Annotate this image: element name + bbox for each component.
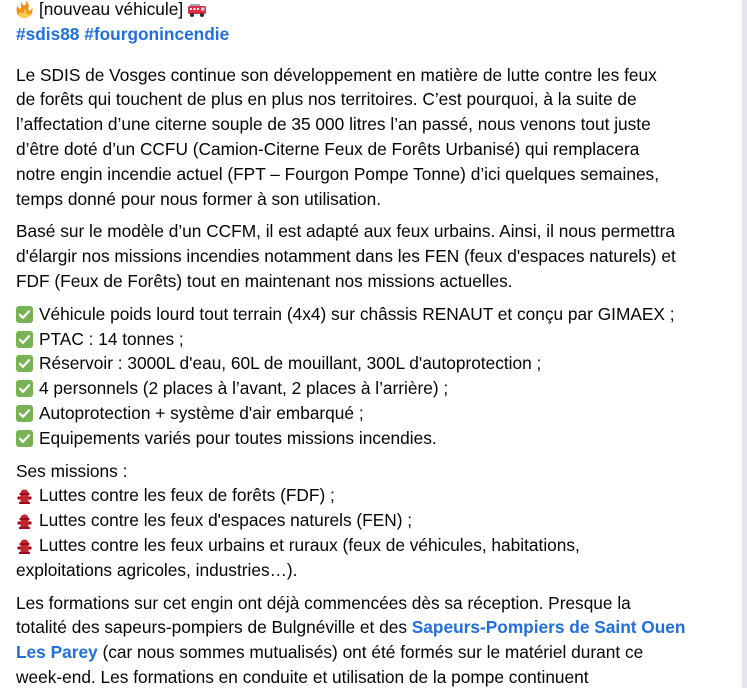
mission-text: Luttes contre les feux d'espaces naturels (FEN) ;	[39, 510, 413, 531]
model-line: Basé sur le modèle d’un CCFM, il est adapté aux feux urbains. Ainsi, il nous permettra	[16, 221, 675, 242]
mission-item	[16, 483, 728, 508]
hashtag-sdis88-link[interactable]: #sdis88	[16, 23, 80, 44]
intro-line: d’être doté d’un CCFU (Camion-Citerne Feux de Forêts Urbanisé) qui remplacera	[16, 138, 640, 159]
fire-hydrant-icon	[16, 537, 33, 554]
fire-engine-emoji-icon	[187, 1, 204, 18]
training-text: (car nous sommes mutualisés) ont été formés sur le matériel durant ce	[97, 642, 644, 663]
features-list	[16, 302, 728, 451]
mission-text: Luttes contre les feux urbains et ruraux (feux de véhicules, habitations,	[39, 534, 580, 555]
feature-text: Autoprotection + système d'air embarqué ;	[39, 402, 364, 423]
feature-item	[16, 401, 728, 426]
feature-text: Equipements variés pour toutes missions incendies.	[39, 427, 437, 448]
check-mark-button-icon	[16, 355, 33, 372]
training-paragraph	[16, 591, 728, 688]
check-mark-button-icon	[16, 380, 33, 397]
check-mark-button-icon	[16, 430, 33, 447]
hashtag-fourgonincendie-link[interactable]: #fourgonincendie	[84, 23, 230, 44]
scrollbar-track[interactable]	[742, 0, 747, 688]
intro-line: notre engin incendie actuel (FPT – Fourgon Pompe Tonne) d’ici quelques semaines,	[16, 163, 659, 184]
intro-line: de forêts qui touchent de plus en plus nos territoires. C’est pourquoi, à la suite de	[16, 89, 637, 110]
saint-ouen-page-link-continued[interactable]: Les Parey	[16, 642, 98, 663]
training-text: totalité des sapeurs-pompiers de Bulgnéville et des	[16, 617, 412, 638]
feature-item	[16, 351, 728, 376]
fire-hydrant-icon	[16, 512, 33, 529]
training-line: week-end. Les formations en conduite et utilisation de la pompe continuent	[16, 666, 589, 687]
training-line	[16, 640, 728, 665]
training-line: Les formations sur cet engin ont déjà commencées dès sa réception. Presque la	[16, 592, 631, 613]
fire-emoji-icon	[16, 1, 33, 18]
feature-text: PTAC : 14 tonnes ;	[39, 328, 184, 349]
feature-text: Véhicule poids lourd tout terrain (4x4) sur châssis RENAUT et conçu par GIMAEX ;	[39, 303, 675, 324]
feature-item	[16, 376, 728, 401]
feature-text: Réservoir : 3000L d'eau, 60L de mouillant, 300L d'autoprotection ;	[39, 353, 542, 374]
mission-item	[16, 508, 728, 533]
check-mark-button-icon	[16, 306, 33, 323]
check-mark-button-icon	[16, 405, 33, 422]
hashtags-line	[16, 22, 728, 47]
mission-item	[16, 533, 728, 558]
post-title-text: [nouveau véhicule]	[39, 0, 184, 19]
missions-list	[16, 459, 728, 583]
mission-continuation: exploitations agricoles, industries…).	[16, 559, 298, 580]
post-title-line	[16, 0, 728, 22]
feature-item	[16, 426, 728, 451]
model-paragraph	[16, 219, 728, 293]
model-line: FDF (Feux de Forêts) tout en maintenant nos missions actuelles.	[16, 270, 513, 291]
mission-text: Luttes contre les feux de forêts (FDF) ;	[39, 485, 335, 506]
intro-paragraph	[16, 63, 728, 212]
fire-hydrant-icon	[16, 487, 33, 504]
feature-item	[16, 327, 728, 352]
intro-line: Le SDIS de Vosges continue son développement en matière de lutte contre les feux	[16, 64, 657, 85]
saint-ouen-page-link[interactable]: Sapeurs-Pompiers de Saint Ouen	[411, 617, 686, 638]
intro-line: l’affectation d’une citerne souple de 35 000 litres l’an passé, nous venons tout juste	[16, 114, 651, 135]
check-mark-button-icon	[16, 331, 33, 348]
feature-text: 4 personnels (2 places à l’avant, 2 places à l’arrière) ;	[39, 378, 449, 399]
post-body	[16, 0, 728, 688]
intro-line: temps donné pour nous former à son utilisation.	[16, 188, 382, 209]
training-line	[16, 615, 728, 640]
missions-heading: Ses missions :	[16, 460, 128, 481]
feature-item	[16, 302, 728, 327]
model-line: d'élargir nos missions incendies notamment dans les FEN (feux d'espaces naturels) et	[16, 246, 676, 267]
